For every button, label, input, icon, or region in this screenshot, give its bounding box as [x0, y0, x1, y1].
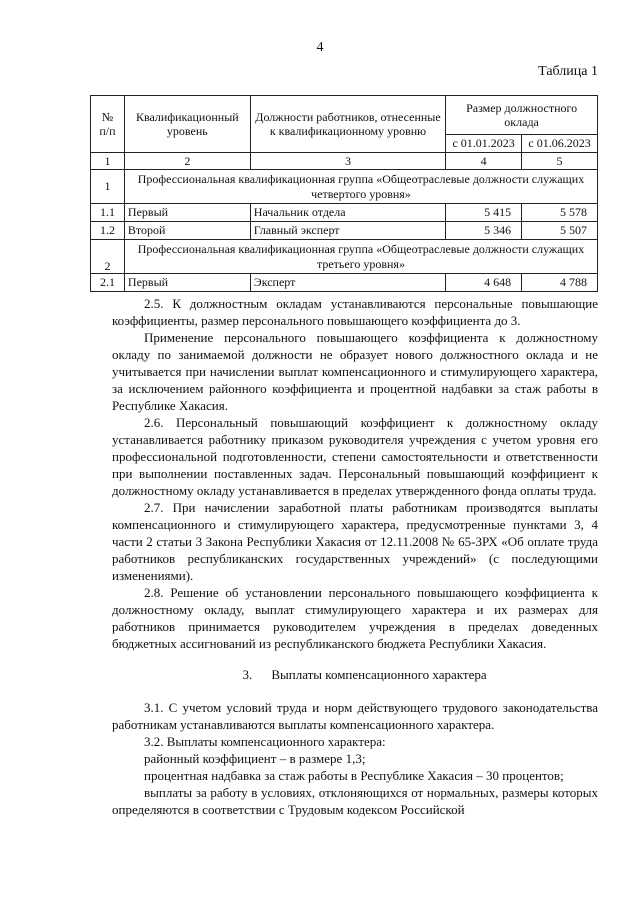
row-num: 2.1 [91, 274, 125, 292]
row-position: Эксперт [250, 274, 445, 292]
group-row [91, 170, 598, 204]
table-row [91, 222, 598, 240]
col-number: 2 [124, 153, 250, 170]
group-num: 2 [91, 240, 125, 274]
page-number: 4 [316, 40, 324, 55]
column-numbers-row [91, 153, 598, 170]
paragraph-3-1: 3.1. С учетом условий труда и норм действующего трудового законодательства работникам устанавливаются выплаты компенсационного характера. [112, 700, 598, 732]
group-num: 1 [91, 170, 125, 204]
group-title: Профессиональная квалификационная группа «Общеотраслевые должности служащих третьего уровня» [124, 240, 597, 274]
paragraph-seniority-bonus: процентная надбавка за стаж работы в Республике Хакасия – 30 процентов; [144, 768, 564, 783]
row-num: 1.2 [91, 222, 125, 240]
row-level: Первый [124, 204, 250, 222]
paragraph-2-5: 2.5. К должностным окладам устанавливаются персональные повышающие коэффициенты, размер персонального повышающего коэффициента до 3. [112, 296, 598, 328]
col-number: 5 [522, 153, 598, 170]
group-title: Профессиональная квалификационная группа «Общеотраслевые должности служащих четвертого уровня» [124, 170, 597, 204]
header-positions: Должности работников, отнесенные к квалификационному уровню [250, 96, 445, 153]
section-title: Выплаты компенсационного характера [271, 667, 487, 682]
header-date1: с 01.01.2023 [446, 135, 522, 153]
section-number: 3. [242, 667, 253, 682]
row-position: Главный эксперт [250, 222, 445, 240]
paragraph-abnormal-conditions: выплаты за работу в условиях, отклоняющихся от нормальных, размеры которых определяются в соответствии с Трудовым кодексом Российской [112, 785, 598, 817]
header-num-line2: п/п [99, 124, 116, 138]
header-num [91, 96, 125, 153]
col-number: 1 [91, 153, 125, 170]
row-position: Начальник отдела [250, 204, 445, 222]
table-header-row [91, 96, 598, 135]
col-number: 4 [446, 153, 522, 170]
row-salary-1: 5 415 [446, 204, 522, 222]
row-salary-2: 5 507 [522, 222, 598, 240]
document-body [112, 295, 598, 818]
header-salary: Размер должностного оклада [446, 96, 598, 135]
header-date2: с 01.06.2023 [522, 135, 598, 153]
row-salary-1: 5 346 [446, 222, 522, 240]
paragraph-district-coefficient: районный коэффициент – в размере 1,3; [144, 751, 366, 766]
row-num: 1.1 [91, 204, 125, 222]
table-caption: Таблица 1 [538, 64, 598, 79]
table-row [91, 204, 598, 222]
paragraph-coefficient-application: Применение персонального повышающего коэффициента к должностному окладу по занимаемой должности не образует нового должностного оклада и не учитывается при начислении выплат компенсационного и стимулирующего характера, за исключением районного коэффициента и процентной надбавки за стаж работы в Республике Хакасия. [112, 330, 598, 413]
group-row [91, 240, 598, 274]
paragraph-2-6: 2.6. Персональный повышающий коэффициент к должностному окладу устанавливается работнику приказом руководителя учреждения с учетом уровня его профессиональной подготовленности, степени самостоятельности и ответственности при выполнении поставленных задач. Персональный повышающий коэффициент к должностному окладу устанавливается в пределах утвержденного фонда оплаты труда. [112, 415, 598, 498]
row-salary-2: 4 788 [522, 274, 598, 292]
paragraph-3-2: 3.2. Выплаты компенсационного характера: [144, 734, 386, 749]
header-num-line1: № [101, 109, 114, 124]
header-level: Квалификационный уровень [124, 96, 250, 153]
row-salary-2: 5 578 [522, 204, 598, 222]
paragraph-2-8: 2.8. Решение об установлении персонального повышающего коэффициента к должностному окладу, выплат стимулирующего характера и их размерах для работников принимается руководителем учреждения в пределах доведенных бюджетных ассигнований из республиканского бюджета Республики Хакасия. [112, 585, 598, 651]
paragraph-2-7: 2.7. При начислении заработной платы работникам производятся выплаты компенсационного и стимулирующего характера, предусмотренные пунктами 3, 4 части 2 статьи 3 Закона Республики Хакасия от 12.11.2008 № 65-ЗРХ «Об оплате труда работников республиканских государственных учреждений» (с последующими изменениями). [112, 500, 598, 583]
table-row [91, 274, 598, 292]
row-level: Первый [124, 274, 250, 292]
row-level: Второй [124, 222, 250, 240]
row-salary-1: 4 648 [446, 274, 522, 292]
salary-table [90, 95, 598, 292]
section-heading [112, 666, 598, 683]
col-number: 3 [250, 153, 445, 170]
